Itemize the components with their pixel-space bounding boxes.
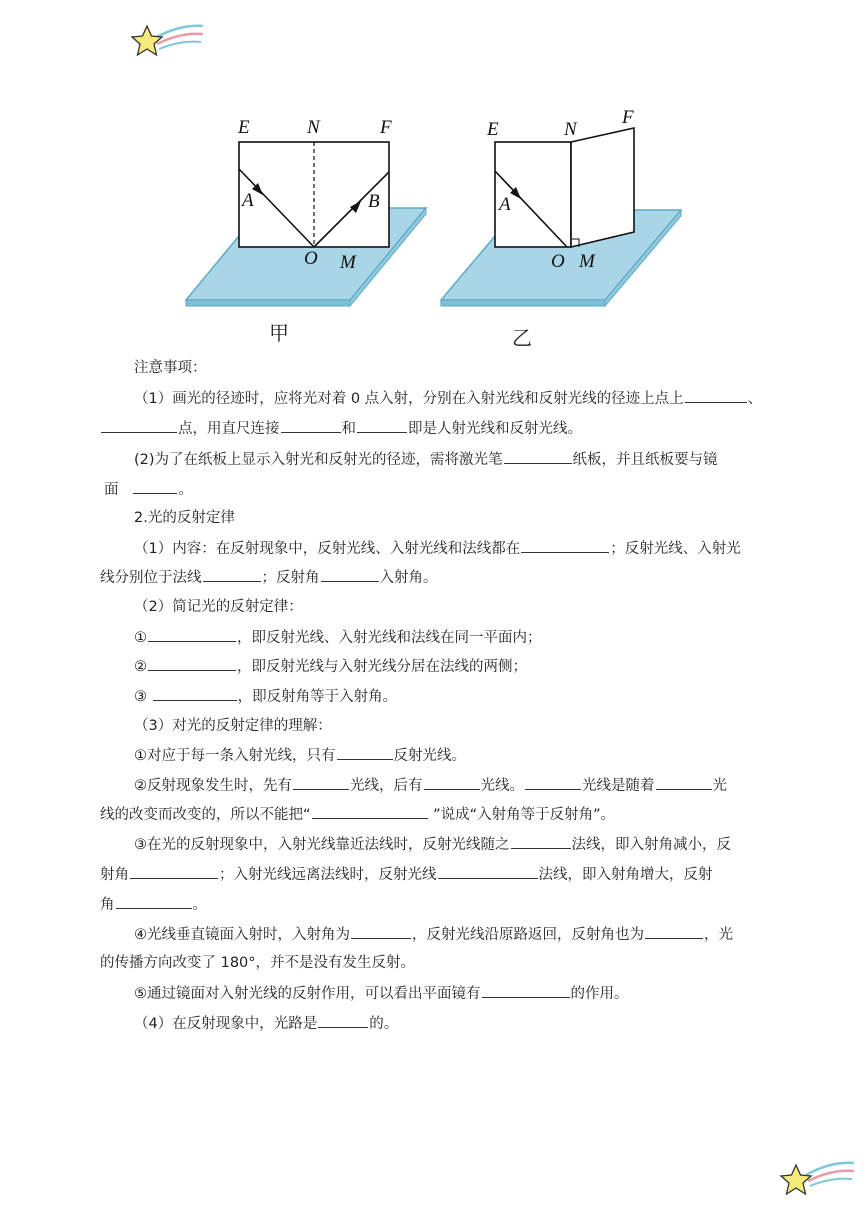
blank[interactable] — [438, 864, 538, 879]
blank[interactable] — [116, 894, 192, 909]
understanding-1: ①对应于每一条入射光线，只有 反射光线。 — [134, 745, 466, 766]
label-O: O — [551, 251, 565, 272]
blank[interactable] — [293, 775, 349, 790]
note2-line2: 面 。 — [104, 479, 193, 500]
understanding-2-line2: 线的改变而改变的，所以不能把“ ”说成“入射角等于反射角”。 — [100, 804, 615, 825]
blank[interactable] — [148, 656, 236, 671]
blank[interactable] — [312, 804, 428, 819]
star-decoration-top — [125, 18, 205, 64]
blank[interactable] — [321, 567, 379, 582]
label-F: F — [380, 117, 392, 138]
label-N: N — [564, 119, 577, 140]
notes-heading: 注意事项： — [134, 360, 207, 376]
understanding-3-line2: 射角 ；入射光线远离法线时，反射光线 法线，即入射角增大，反射 — [100, 864, 713, 885]
blank[interactable] — [357, 418, 407, 433]
law2-heading: （2）简记光的反射定律： — [134, 599, 303, 615]
blank[interactable] — [153, 686, 237, 701]
blank[interactable] — [525, 775, 581, 790]
understanding-2-line1: ②反射现象发生时，先有 光线，后有 光线。 光线是随着 光 — [134, 775, 727, 796]
figure-jia-diagram — [180, 110, 440, 310]
label-A: A — [242, 190, 254, 211]
blank[interactable] — [130, 864, 218, 879]
star-decoration-bottom — [776, 1155, 856, 1201]
star-icon — [132, 26, 162, 55]
mirror-plane-edge — [441, 300, 605, 306]
star-icon — [781, 1165, 811, 1194]
blank[interactable] — [504, 449, 572, 464]
label-A: A — [499, 194, 511, 215]
label-E: E — [487, 119, 499, 140]
blank[interactable] — [337, 745, 393, 760]
label-O: O — [304, 248, 318, 269]
note2-line1: (2)为了在纸板上显示入射光和反射光的径迹，需将激光笔 纸板，并且纸板要与镜 — [134, 449, 718, 470]
note1-line2: 点，用直尺连接 和 即是人射光线和反射光线。 — [100, 418, 582, 439]
label-F: F — [622, 107, 634, 128]
blank[interactable] — [482, 983, 570, 998]
law3-heading: （3）对光的反射定律的理解： — [134, 718, 332, 734]
label-B: B — [368, 191, 380, 212]
understanding-3-line1: ③在光的反射现象中，入射光线靠近法线时，反射光线随之 法线，即入射角减小，反 — [134, 834, 731, 855]
understanding-3-line3: 角 。 — [100, 894, 207, 915]
blank[interactable] — [101, 418, 177, 433]
law1-line2: 线分别位于法线 ；反射角 入射角。 — [100, 567, 438, 588]
blank[interactable] — [656, 775, 712, 790]
label-M: M — [579, 251, 595, 272]
law2-item-2: ② ，即反射光线与入射光线分居在法线的两侧； — [134, 656, 527, 677]
law4-line: （4）在反射现象中，光路是 的。 — [134, 1013, 398, 1034]
section-2-heading: 2.光的反射定律 — [134, 510, 235, 526]
law2-item-3: ③ ，即反射角等于入射角。 — [134, 686, 397, 707]
blank[interactable] — [511, 834, 571, 849]
blank[interactable] — [351, 924, 411, 939]
blank[interactable] — [318, 1013, 368, 1028]
blank[interactable] — [148, 627, 236, 642]
blank[interactable] — [133, 479, 177, 494]
figure-yi-caption: 乙 — [512, 326, 532, 350]
blank[interactable] — [521, 538, 609, 553]
blank[interactable] — [685, 388, 747, 403]
understanding-4-line2: 的传播方向改变了 180°，并不是没有发生反射。 — [100, 955, 416, 971]
label-M: M — [340, 252, 356, 273]
label-E: E — [238, 117, 250, 138]
blank[interactable] — [281, 418, 341, 433]
understanding-5: ⑤通过镜面对入射光线的反射作用，可以看出平面镜有 的作用。 — [134, 983, 629, 1004]
law1-line1: （1）内容：在反射现象中，反射光线、入射光线和法线都在 ；反射光线、入射光 — [134, 538, 741, 559]
blank[interactable] — [203, 567, 261, 582]
understanding-4-line1: ④光线垂直镜面入射时，入射角为 ，反射光线沿原路返回，反射角也为 ，光 — [134, 924, 733, 945]
figure-jia-caption: 甲 — [269, 321, 289, 345]
blank[interactable] — [424, 775, 480, 790]
note1-line1: （1）画光的径迹时，应将光对着 0 点入射，分别在入射光线和反射光线的径迹上点上 、 — [134, 388, 762, 409]
figure-yi-diagram — [435, 100, 695, 315]
mirror-plane-edge — [186, 300, 350, 306]
blank[interactable] — [645, 924, 703, 939]
law2-item-1: ① ，即反射光线、入射光线和法线在同一平面内； — [134, 627, 542, 648]
label-N: N — [307, 117, 320, 138]
paper-board-folded — [571, 128, 634, 247]
